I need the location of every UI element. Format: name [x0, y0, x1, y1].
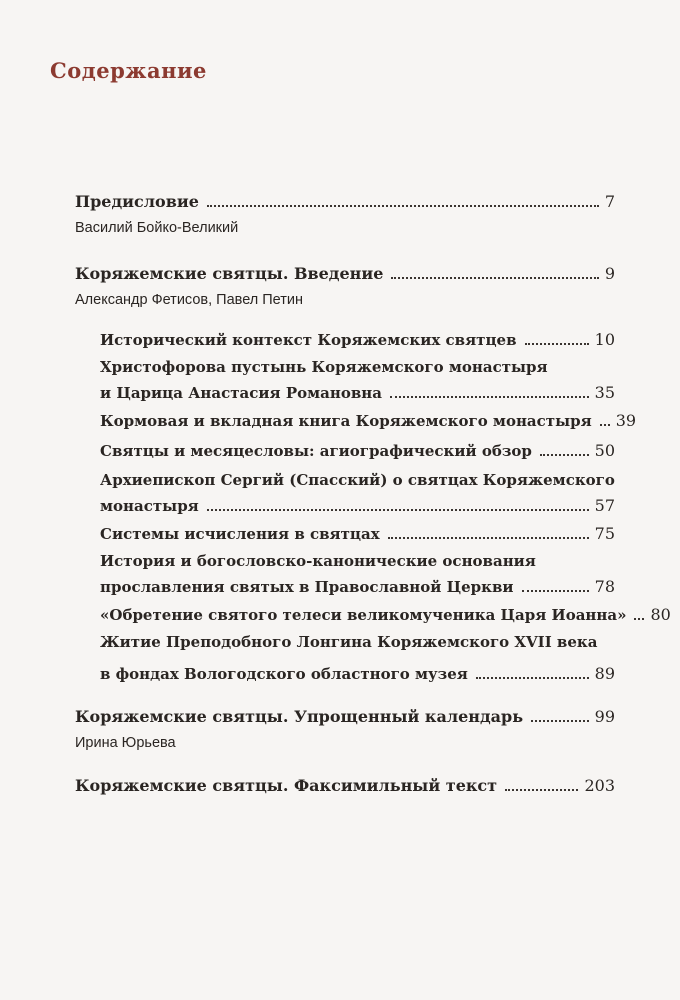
entry-title: Предисловие [75, 192, 199, 211]
page-number: 7 [604, 192, 615, 211]
toc-entry-introduction[interactable] [75, 264, 615, 283]
toc-entry-facsimile[interactable] [75, 776, 615, 795]
entry-title: Исторический контекст Коряжемских святцев [100, 331, 517, 349]
toc-subentry[interactable] [100, 496, 615, 515]
leader-dots [525, 343, 589, 345]
entry-author: Александр Фетисов, Павел Петин [75, 292, 304, 308]
entry-author: Ирина Юрьева [75, 735, 176, 751]
toc-subentry[interactable] [100, 441, 615, 460]
page-number: 9 [604, 264, 615, 283]
entry-title: Коряжемские святцы. Упрощенный календарь [75, 707, 524, 726]
entry-title-line1: Христофорова пустынь Коряжемского монастыря [100, 358, 548, 376]
page-number: 89 [594, 664, 615, 683]
entry-title: Коряжемские святцы. Факсимильный текст [75, 776, 498, 795]
page-number: 75 [594, 524, 615, 543]
entry-title: Системы исчисления в святцах [100, 525, 380, 543]
leader-dots [540, 454, 589, 456]
leader-dots [390, 396, 589, 398]
entry-title: Святцы и месяцесловы: агиографический обзор [100, 442, 532, 460]
leader-dots [522, 590, 589, 592]
page-number: 78 [594, 577, 615, 596]
page-number: 39 [615, 411, 637, 430]
toc-heading: Содержание [50, 58, 207, 83]
leader-dots [634, 618, 644, 620]
entry-title: Коряжемские святцы. Введение [75, 264, 384, 283]
leader-dots [505, 789, 578, 791]
entry-title: монастыря [100, 497, 199, 515]
entry-title: прославления святых в Православной Церкви [100, 578, 514, 596]
leader-dots [207, 205, 599, 207]
leader-dots [207, 509, 589, 511]
page-number: 50 [594, 441, 615, 460]
page-number: 10 [594, 330, 615, 349]
page-number: 80 [650, 605, 671, 624]
toc-subentry[interactable] [100, 605, 671, 624]
entry-title: в фондах Вологодского областного музея [100, 665, 468, 683]
toc-subentry[interactable] [100, 577, 615, 596]
toc-entry-preface[interactable] [75, 192, 615, 211]
entry-title: Кормовая и вкладная книга Коряжемского монастыря [100, 412, 592, 430]
entry-title-line1: Архиепископ Сергий (Спасский) о святцах Коряжемского [100, 471, 615, 489]
page-number: 203 [584, 776, 615, 795]
leader-dots [476, 677, 589, 679]
entry-title-line1: История и богословско-канонические основания [100, 552, 536, 570]
toc-subentry[interactable] [100, 330, 615, 349]
toc-subentry[interactable] [100, 524, 615, 543]
page-number: 99 [594, 707, 615, 726]
toc-entry-calendar[interactable] [75, 707, 615, 726]
entry-title: «Обретение святого телеси великомученика Царя Иоанна» [100, 606, 627, 624]
toc-subentry[interactable] [100, 411, 637, 430]
leader-dots [388, 537, 589, 539]
toc-subentry[interactable] [100, 383, 615, 402]
toc-subentry[interactable] [100, 664, 615, 683]
leader-dots [531, 720, 589, 722]
entry-title-line1: Житие Преподобного Лонгина Коряжемского XVII века [100, 633, 598, 651]
entry-title: и Царица Анастасия Романовна [100, 384, 382, 402]
page-number: 35 [594, 383, 615, 402]
entry-author: Василий Бойко-Великий [75, 220, 239, 236]
page-number: 57 [594, 496, 615, 515]
leader-dots [391, 277, 598, 279]
leader-dots [600, 424, 610, 426]
